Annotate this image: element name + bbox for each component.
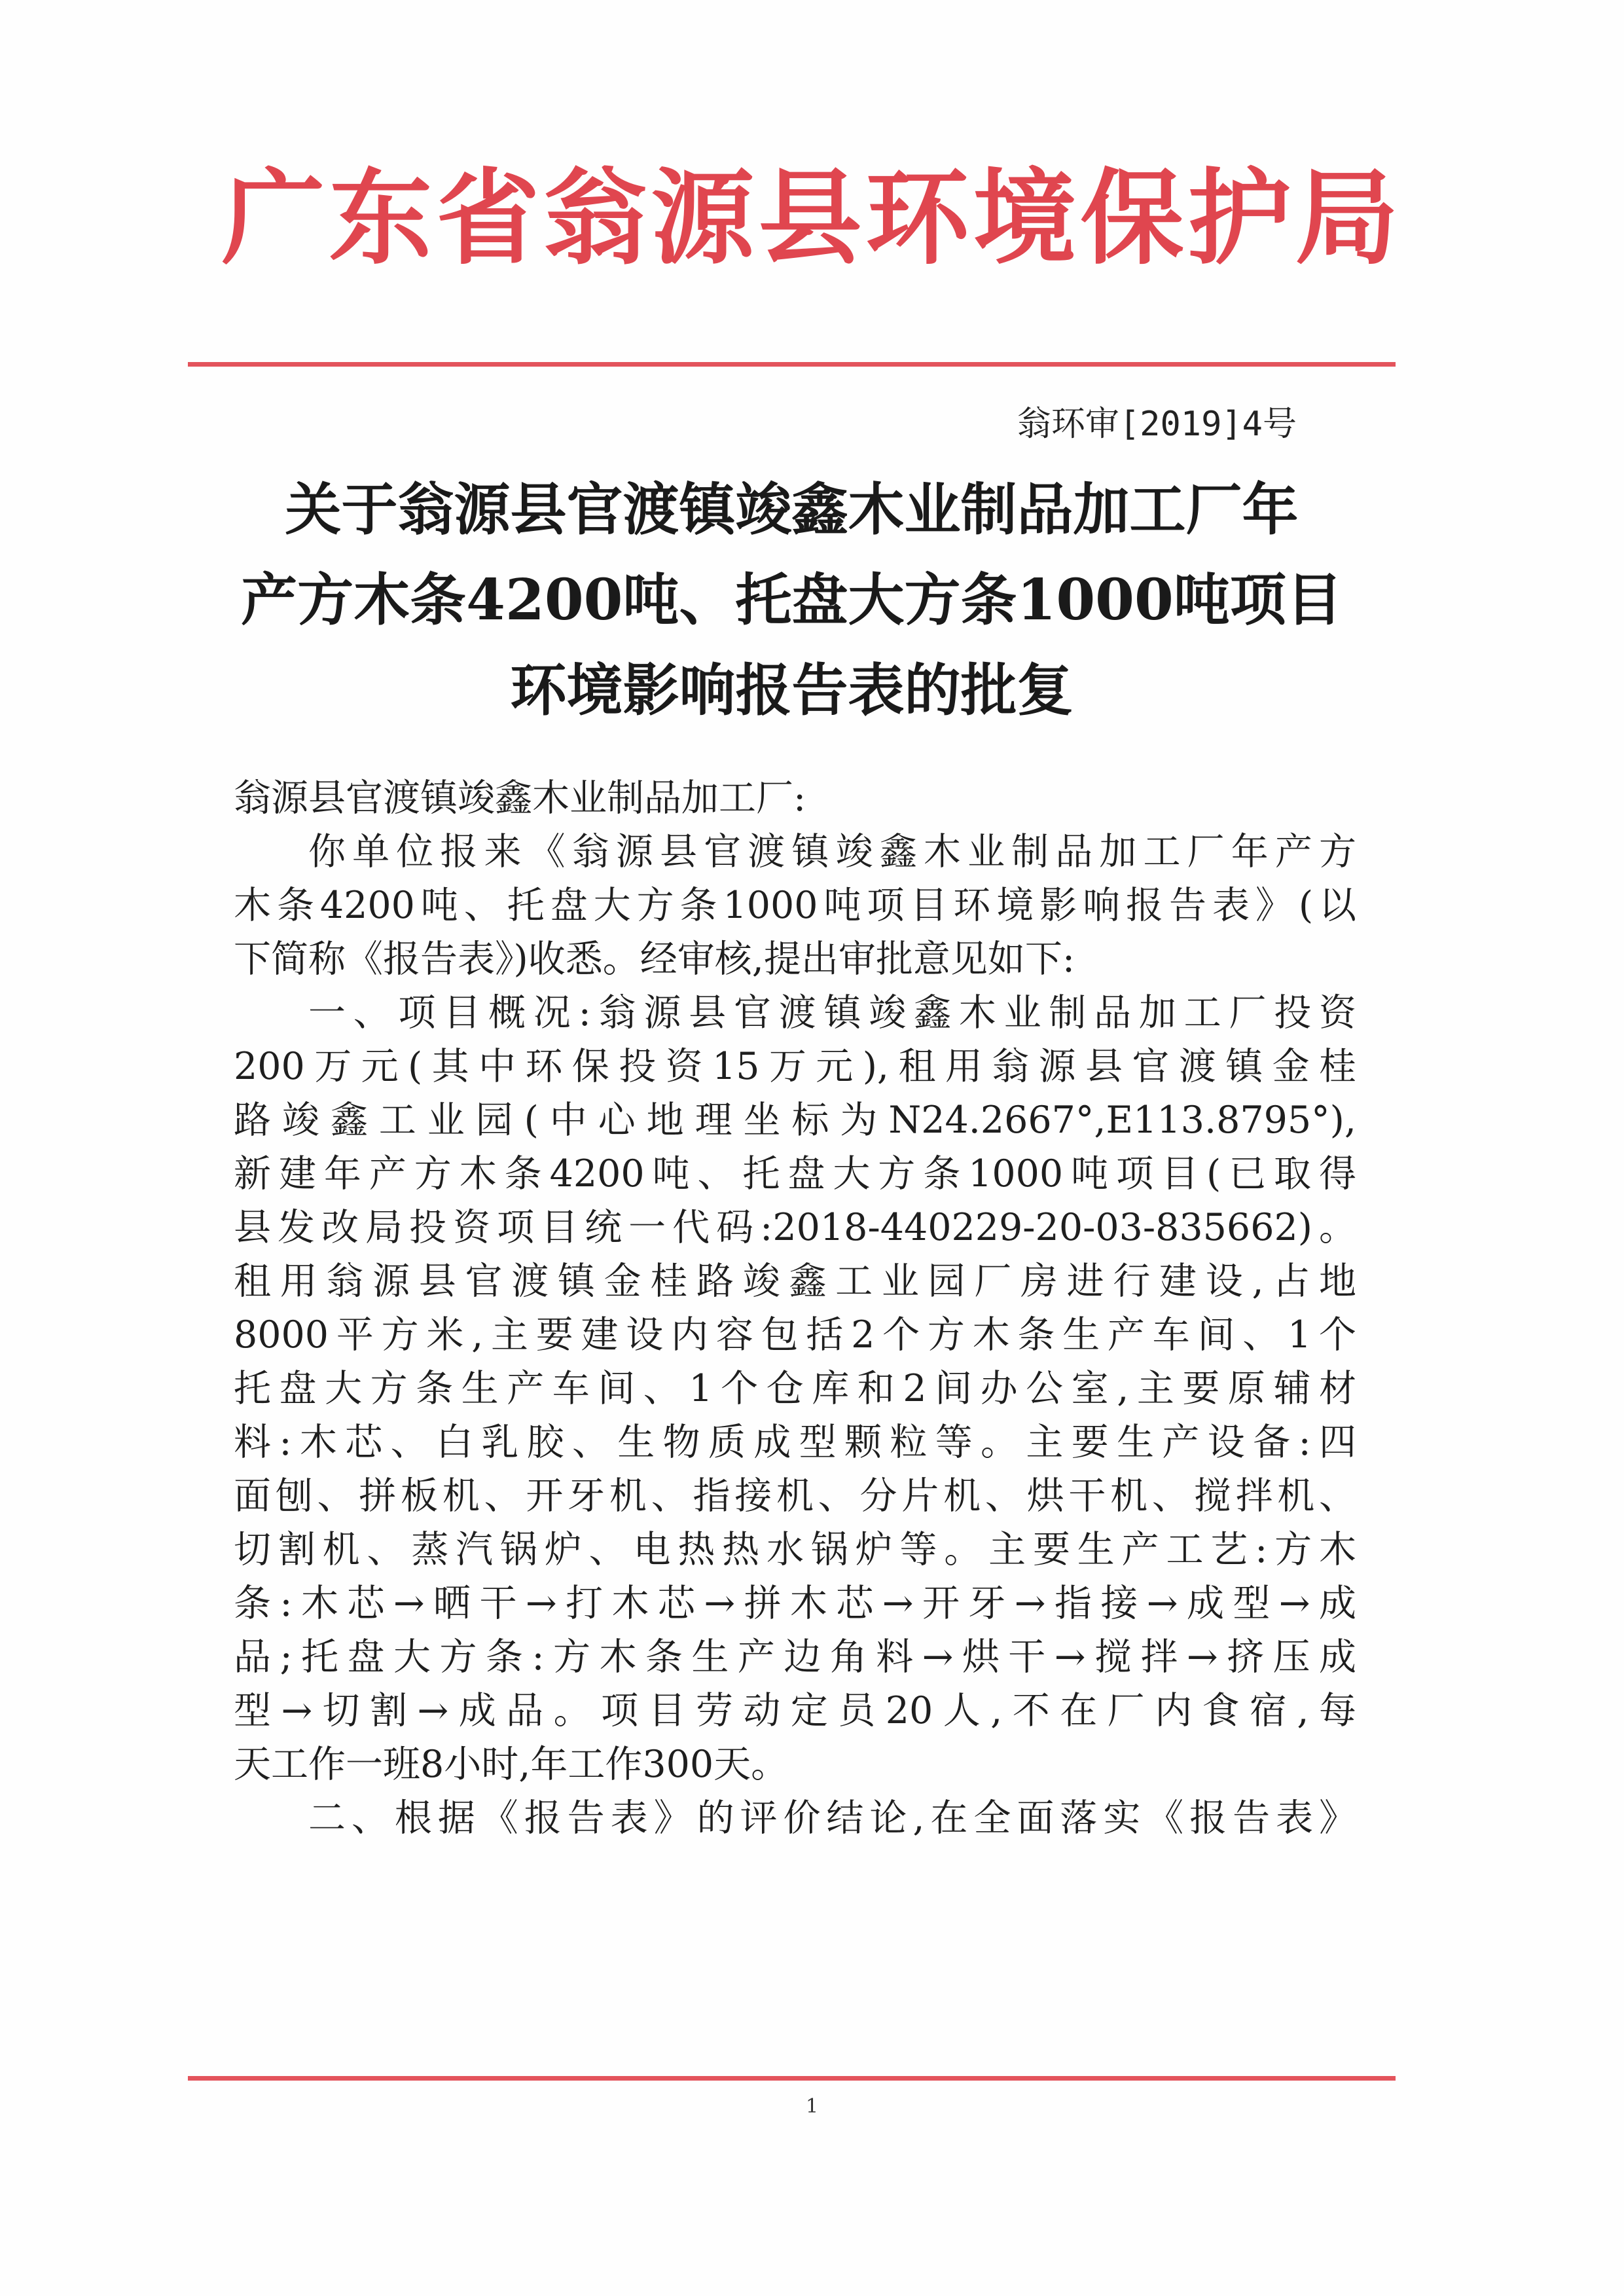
title-line: 关于翁源县官渡镇竣鑫木业制品加工厂年 [285,477,1299,543]
body-line: 天工作一班8小时,年工作300天。 [234,1743,789,1786]
body-line: 二、根据《报告表》的评价结论,在全面落实《报告表》 [308,1796,1356,1840]
title-line: 产方木条4200吨、托盘大方条1000吨项目 [241,567,1343,633]
body-line: 型→切割→成品。项目劳动定员20人,不在厂内食宿,每 [234,1689,1356,1732]
body-line: 木条4200吨、托盘大方条1000吨项目环境影响报告表》(以 [234,884,1356,927]
body-line: 200万元(其中环保投资15万元),租用翁源县官渡镇金桂 [234,1045,1356,1088]
page-number: 1 [805,2095,819,2118]
body-line: 县发改局投资项目统一代码:2018-440229-20-03-835662)。 [234,1206,1356,1249]
body-line: 下简称《报告表》)收悉。经审核,提出审批意见如下: [234,938,1075,981]
document-body [234,771,1356,1845]
document-title [188,465,1396,736]
body-line: 条:木芯→晒干→打木芯→拼木芯→开牙→指接→成型→成 [234,1582,1356,1625]
document-number: 翁环审[2019]4号 [1017,405,1297,444]
body-line: 租用翁源县官渡镇金桂路竣鑫工业园厂房进行建设,占地 [234,1260,1356,1303]
header-red-rule [188,362,1396,367]
agency-header: 广东省翁源县环境保护局 [221,158,1403,279]
body-line: 切割机、蒸汽锅炉、电热热水锅炉等。主要生产工艺:方木 [234,1528,1356,1571]
body-line: 品;托盘大方条:方木条生产边角料→烘干→搅拌→挤压成 [234,1635,1356,1679]
body-line: 8000平方米,主要建设内容包括2个方木条生产车间、1个 [234,1313,1356,1357]
body-line: 新建年产方木条4200吨、托盘大方条1000吨项目(已取得 [234,1152,1356,1195]
footer-red-rule [188,2076,1396,2081]
body-line: 面刨、拼板机、开牙机、指接机、分片机、烘干机、搅拌机、 [234,1474,1356,1518]
body-line: 你单位报来《翁源县官渡镇竣鑫木业制品加工厂年产方 [308,830,1356,873]
title-line: 环境影响报告表的批复 [510,657,1074,723]
body-line: 路竣鑫工业园(中心地理坐标为N24.2667°,E113.8795°), [234,1099,1356,1142]
body-line: 料:木芯、白乳胶、生物质成型颗粒等。主要生产设备:四 [234,1421,1356,1464]
body-line: 一、项目概况:翁源县官渡镇竣鑫木业制品加工厂投资 [308,991,1356,1034]
body-line: 托盘大方条生产车间、1个仓库和2间办公室,主要原辅材 [234,1367,1356,1410]
addressee: 翁源县官渡镇竣鑫木业制品加工厂: [234,776,806,820]
